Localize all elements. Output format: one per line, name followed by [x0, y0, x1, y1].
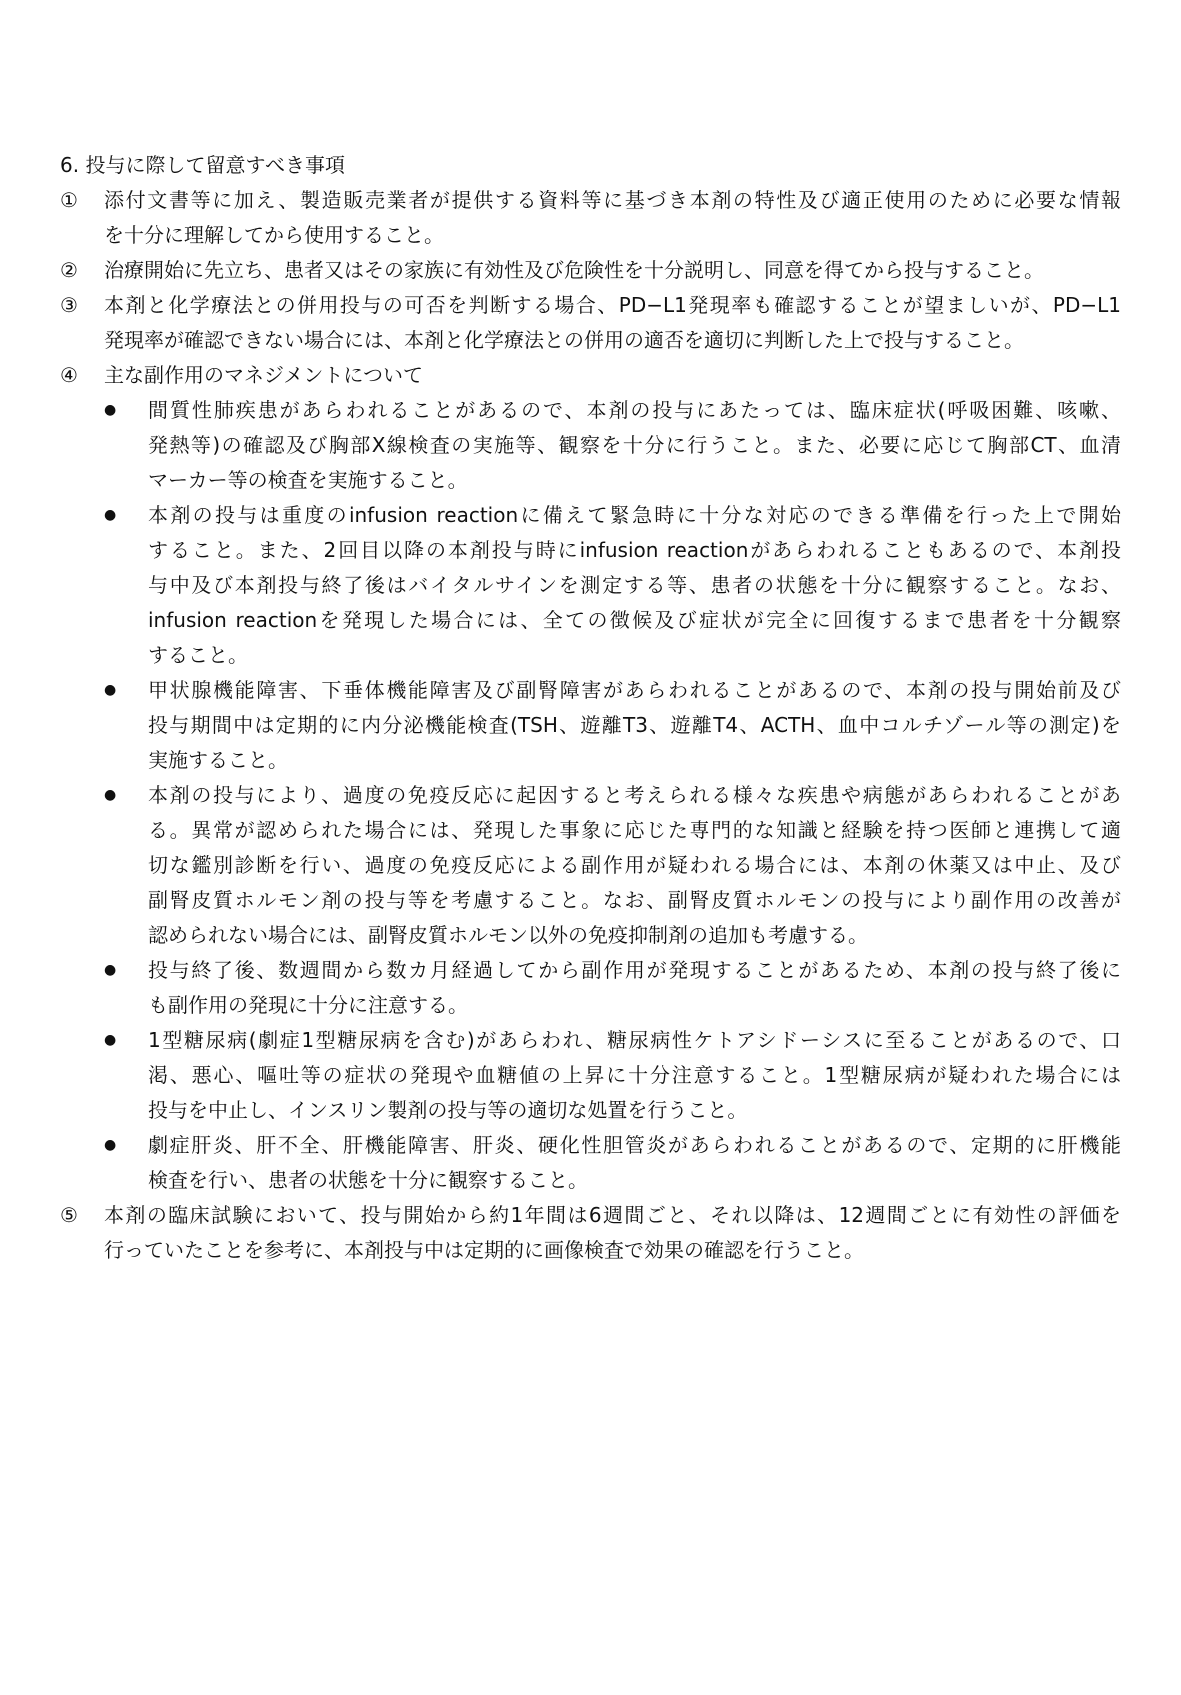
- bullet-text: 切な鑑別診断を行い、過度の免疫反応による副作用が疑われる場合には、本剤の休薬又は中止、及び: [148, 853, 1121, 877]
- bullet-text: 甲状腺機能障害、下垂体機能障害及び副腎障害があらわれることがあるので、本剤の投与開始前及び: [148, 678, 1121, 702]
- bullet-item-line: [0, 568, 1181, 603]
- bullet-item-line: [0, 533, 1181, 568]
- document-body: [0, 148, 1181, 1268]
- list-item-line: [0, 253, 1181, 288]
- bullet-icon: ●: [104, 1032, 117, 1048]
- bullet-icon: ●: [104, 962, 117, 978]
- bullet-item-line: [0, 393, 1181, 428]
- bullet-item-line: [0, 988, 1181, 1023]
- item-text: 本剤の臨床試験において、投与開始から約1年間は6週間ごと、それ以降は、12週間ごとに有効性の評価を: [104, 1203, 1121, 1227]
- item-number-marker: ⑤: [60, 1203, 78, 1227]
- bullet-text: る。異常が認められた場合には、発現した事象に応じた専門的な知識と経験を持つ医師と連携して適: [148, 818, 1121, 842]
- item-text: 発現率が確認できない場合には、本剤と化学療法との併用の適否を適切に判断した上で投与すること。: [104, 328, 1024, 352]
- bullet-text: 1型糖尿病(劇症1型糖尿病を含む)があらわれ、糖尿病性ケトアシドーシスに至ることがあるので、口: [148, 1028, 1121, 1052]
- list-item-line: [0, 1233, 1181, 1268]
- bullet-item-line: [0, 1128, 1181, 1163]
- bullet-icon: ●: [104, 1137, 117, 1153]
- bullet-item-line: [0, 1058, 1181, 1093]
- bullet-item-line: [0, 498, 1181, 533]
- bullet-text: 本剤の投与は重度のinfusion reactionに備えて緊急時に十分な対応のできる準備を行った上で開始: [148, 503, 1121, 527]
- bullet-text: 劇症肝炎、肝不全、肝機能障害、肝炎、硬化性胆管炎があらわれることがあるので、定期的に肝機能: [148, 1133, 1121, 1157]
- item-number-marker: ④: [60, 363, 78, 387]
- bullet-text: すること。: [148, 643, 248, 667]
- list-item-line: [0, 323, 1181, 358]
- bullet-text: マーカー等の検査を実施すること。: [148, 468, 468, 492]
- list-item-line: [0, 1198, 1181, 1233]
- list-item-line: [0, 358, 1181, 393]
- section-heading-row: [0, 148, 1181, 183]
- item-number-marker: ②: [60, 258, 78, 282]
- bullet-text: 渇、悪心、嘔吐等の症状の発現や血糖値の上昇に十分注意すること。1型糖尿病が疑われた場合には: [148, 1063, 1121, 1087]
- bullet-text: 投与期間中は定期的に内分泌機能検査(TSH、遊離T3、遊離T4、ACTH、血中コルチゾール等の測定)を: [148, 713, 1121, 737]
- bullet-text: infusion reactionを発現した場合には、全ての徴候及び症状が完全に回復するまで患者を十分観察: [148, 608, 1121, 632]
- bullet-icon: ●: [104, 682, 117, 698]
- item-text: 行っていたことを参考に、本剤投与中は定期的に画像検査で効果の確認を行うこと。: [104, 1238, 864, 1262]
- bullet-text: 検査を行い、患者の状態を十分に観察すること。: [148, 1168, 588, 1192]
- bullet-item-line: [0, 428, 1181, 463]
- item-number-marker: ①: [60, 188, 78, 212]
- bullet-text: も副作用の発現に十分に注意する。: [148, 993, 468, 1017]
- bullet-item-line: [0, 778, 1181, 813]
- list-item-line: [0, 288, 1181, 323]
- bullet-item-line: [0, 953, 1181, 988]
- item-number-marker: ③: [60, 293, 78, 317]
- list-item-line: [0, 183, 1181, 218]
- bullet-text: 与中及び本剤投与終了後はバイタルサインを測定する等、患者の状態を十分に観察すること。なお、: [148, 573, 1121, 597]
- bullet-item-line: [0, 813, 1181, 848]
- bullet-icon: ●: [104, 507, 117, 523]
- bullet-text: 副腎皮質ホルモン剤の投与等を考慮すること。なお、副腎皮質ホルモンの投与により副作用の改善が: [148, 888, 1121, 912]
- bullet-item-line: [0, 638, 1181, 673]
- bullet-item-line: [0, 708, 1181, 743]
- bullet-item-line: [0, 918, 1181, 953]
- bullet-text: 投与終了後、数週間から数カ月経過してから副作用が発現することがあるため、本剤の投与終了後に: [148, 958, 1121, 982]
- bullet-icon: ●: [104, 402, 117, 418]
- bullet-item-line: [0, 1023, 1181, 1058]
- item-text: 添付文書等に加え、製造販売業者が提供する資料等に基づき本剤の特性及び適正使用のために必要な情報: [104, 188, 1121, 212]
- section-heading: 6. 投与に際して留意すべき事項: [60, 153, 346, 177]
- bullet-text: 投与を中止し、インスリン製剤の投与等の適切な処置を行うこと。: [148, 1098, 748, 1122]
- item-text: 治療開始に先立ち、患者又はその家族に有効性及び危険性を十分説明し、同意を得てから投与すること。: [104, 258, 1044, 282]
- bullet-item-line: [0, 1163, 1181, 1198]
- item-text: 本剤と化学療法との併用投与の可否を判断する場合、PD−L1発現率も確認することが望ましいが、PD−L1: [104, 293, 1121, 317]
- bullet-item-line: [0, 673, 1181, 708]
- bullet-text: すること。また、2回目以降の本剤投与時にinfusion reactionがあらわれることもあるので、本剤投: [148, 538, 1121, 562]
- bullet-item-line: [0, 883, 1181, 918]
- item-text: を十分に理解してから使用すること。: [104, 223, 444, 247]
- bullet-item-line: [0, 463, 1181, 498]
- bullet-item-line: [0, 848, 1181, 883]
- list-item-line: [0, 218, 1181, 253]
- item-text: 主な副作用のマネジメントについて: [104, 363, 423, 387]
- bullet-item-line: [0, 1093, 1181, 1128]
- bullet-text: 実施すること。: [148, 748, 288, 772]
- bullet-text: 本剤の投与により、過度の免疫反応に起因すると考えられる様々な疾患や病態があらわれることがあ: [148, 783, 1121, 807]
- bullet-text: 間質性肺疾患があらわれることがあるので、本剤の投与にあたっては、臨床症状(呼吸困難、咳嗽、: [148, 398, 1121, 422]
- bullet-item-line: [0, 743, 1181, 778]
- bullet-item-line: [0, 603, 1181, 638]
- bullet-icon: ●: [104, 787, 117, 803]
- bullet-text: 認められない場合には、副腎皮質ホルモン以外の免疫抑制剤の追加も考慮する。: [148, 923, 868, 947]
- bullet-text: 発熱等)の確認及び胸部X線検査の実施等、観察を十分に行うこと。また、必要に応じて胸部CT、血清: [148, 433, 1121, 457]
